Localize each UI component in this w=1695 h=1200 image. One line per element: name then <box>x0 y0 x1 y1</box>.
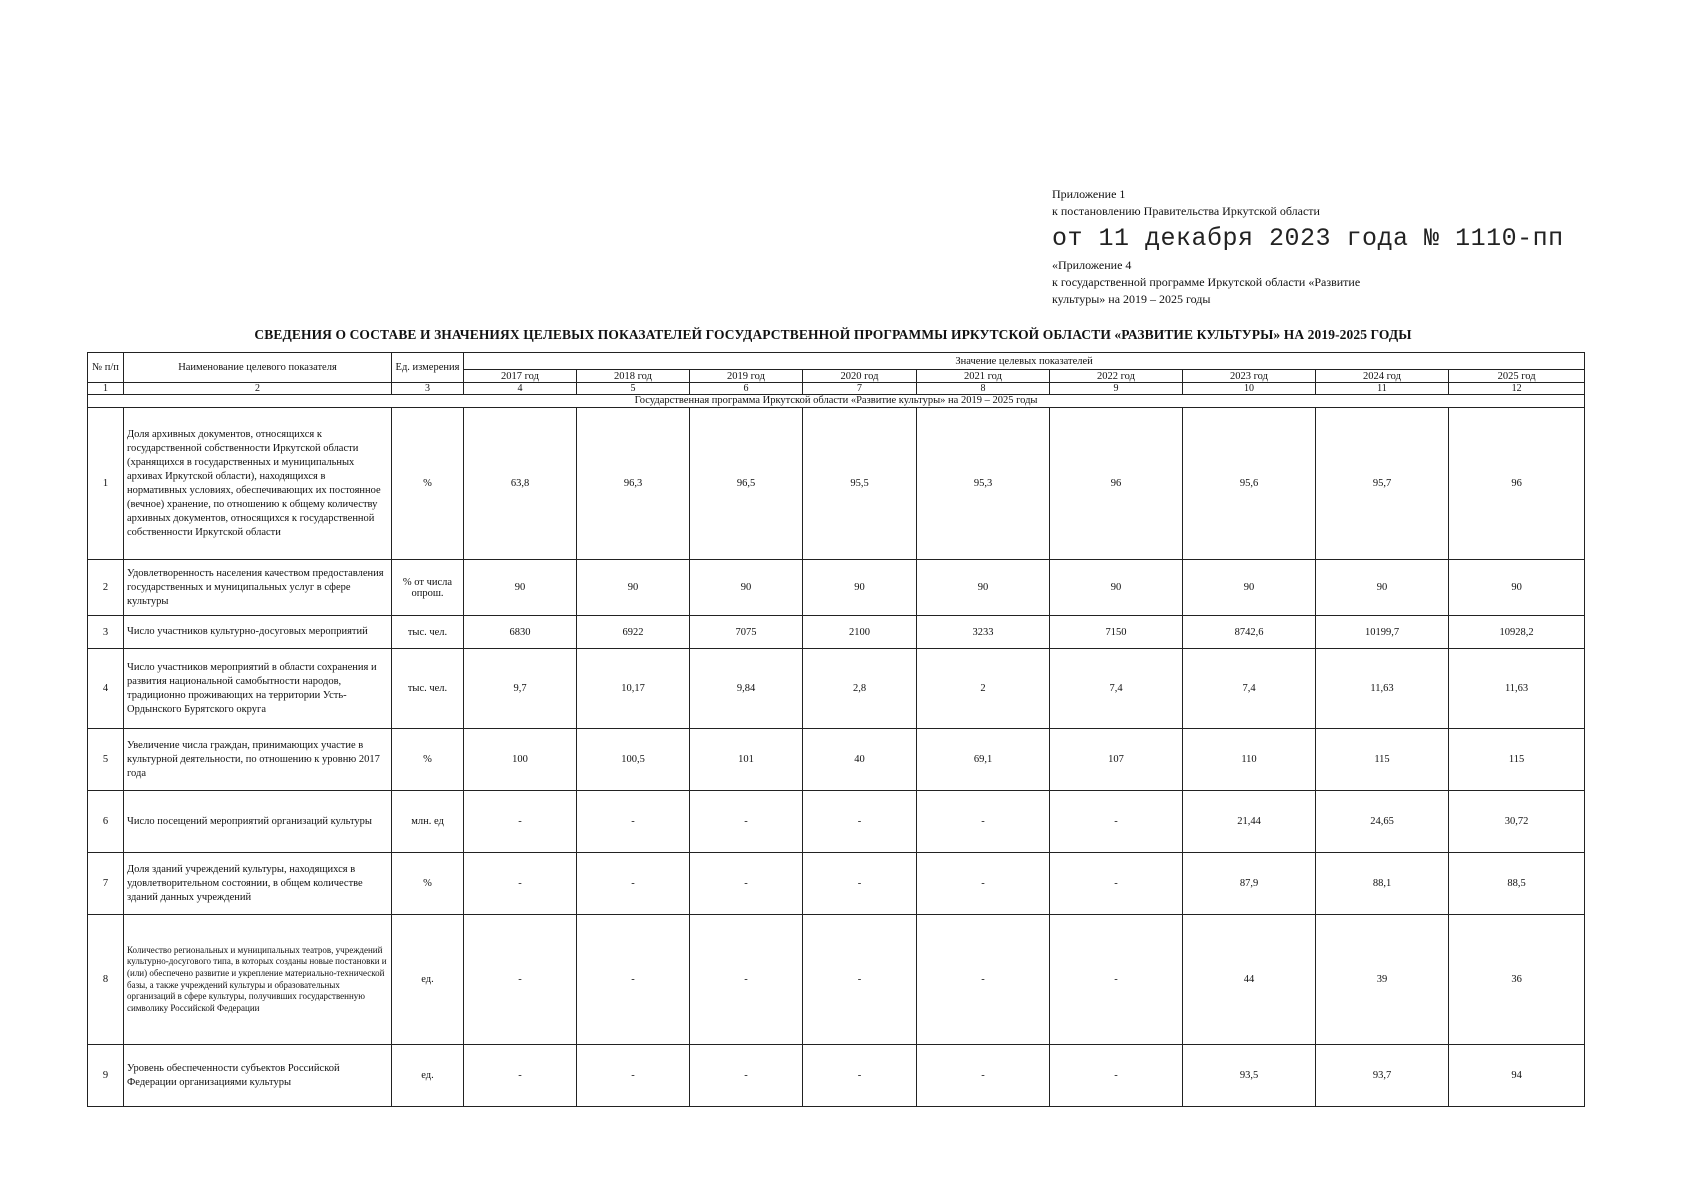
column-number: 10 <box>1183 383 1316 395</box>
value-cell: 24,65 <box>1316 791 1449 853</box>
value-cell: 115 <box>1449 729 1585 791</box>
value-cell: 90 <box>577 560 690 616</box>
value-cell: - <box>1050 791 1183 853</box>
value-cell: - <box>464 791 577 853</box>
indicator-name: Доля архивных документов, относящихся к государственной собственности Иркутской области (хранящихся в государственных и муниципальных архивах Иркутской области), находящихся в нормативных условиях, обеспечивающих их постоянное (вечное) хранение, по отношению к общему количеству архивных документов, относящихся к государственной собственности Иркутской области <box>124 408 392 560</box>
value-cell: 39 <box>1316 915 1449 1045</box>
row-number: 6 <box>88 791 124 853</box>
value-cell: 90 <box>1316 560 1449 616</box>
header-name: Наименование целевого показателя <box>124 353 392 383</box>
column-number: 9 <box>1050 383 1183 395</box>
appendix-line-4: «Приложение 4 <box>1052 258 1132 272</box>
value-cell: 94 <box>1449 1045 1585 1107</box>
value-cell: 2,8 <box>803 649 917 729</box>
value-cell: 6830 <box>464 616 577 649</box>
value-cell: 107 <box>1050 729 1183 791</box>
header-year: 2025 год <box>1449 370 1585 383</box>
value-cell: - <box>464 853 577 915</box>
value-cell: - <box>803 1045 917 1107</box>
value-cell: 96 <box>1449 408 1585 560</box>
indicator-name: Уровень обеспеченности субъектов Российской Федерации организациями культуры <box>124 1045 392 1107</box>
table-row <box>88 853 1585 915</box>
section-row <box>88 395 1585 408</box>
value-cell: - <box>690 791 803 853</box>
indicator-unit: ед. <box>392 1045 464 1107</box>
value-cell: 9,84 <box>690 649 803 729</box>
value-cell: 7,4 <box>1183 649 1316 729</box>
indicator-name: Увеличение числа граждан, принимающих участие в культурной деятельности, по отношению к уровню 2017 года <box>124 729 392 791</box>
value-cell: 100 <box>464 729 577 791</box>
value-cell: - <box>690 1045 803 1107</box>
value-cell: 36 <box>1449 915 1585 1045</box>
value-cell: - <box>577 791 690 853</box>
header-year: 2020 год <box>803 370 917 383</box>
table-row <box>88 616 1585 649</box>
value-cell: 9,7 <box>464 649 577 729</box>
indicator-unit: млн. ед <box>392 791 464 853</box>
value-cell: 95,3 <box>917 408 1050 560</box>
decree-date-number: от 11 декабря 2023 года № 1110-пп <box>1052 224 1564 253</box>
value-cell: 63,8 <box>464 408 577 560</box>
value-cell: 10,17 <box>577 649 690 729</box>
document-title: СВЕДЕНИЯ О СОСТАВЕ И ЗНАЧЕНИЯХ ЦЕЛЕВЫХ ПОКАЗАТЕЛЕЙ ГОСУДАРСТВЕННОЙ ПРОГРАММЫ ИРКУТСКОЙ ОБЛАСТИ «РАЗВИТИЕ КУЛЬТУРЫ» НА 2019-2025 ГОДЫ <box>254 327 1412 342</box>
table-row <box>88 1045 1585 1107</box>
column-number: 2 <box>124 383 392 395</box>
value-cell: - <box>577 853 690 915</box>
value-cell: 90 <box>1183 560 1316 616</box>
value-cell: - <box>917 853 1050 915</box>
table-row <box>88 408 1585 560</box>
indicator-name: Количество региональных и муниципальных театров, учреждений культурно-досугового типа, в которых созданы новые постановки и (или) обеспечено развитие и укрепление материально-технической базы, а также учреждений культуры и образовательных организаций в сфере культуры, получивших государственную символику Российской Федерации <box>124 915 392 1045</box>
value-cell: 7,4 <box>1050 649 1183 729</box>
value-cell: - <box>803 915 917 1045</box>
column-number: 12 <box>1449 383 1585 395</box>
table-row <box>88 915 1585 1045</box>
value-cell: 10199,7 <box>1316 616 1449 649</box>
value-cell: 96,3 <box>577 408 690 560</box>
value-cell: - <box>1050 853 1183 915</box>
column-number: 6 <box>690 383 803 395</box>
column-number: 5 <box>577 383 690 395</box>
value-cell: 95,5 <box>803 408 917 560</box>
header-year: 2018 год <box>577 370 690 383</box>
header-year: 2023 год <box>1183 370 1316 383</box>
indicator-unit: тыс. чел. <box>392 649 464 729</box>
value-cell: 101 <box>690 729 803 791</box>
value-cell: - <box>1050 1045 1183 1107</box>
column-number: 8 <box>917 383 1050 395</box>
value-cell: 6922 <box>577 616 690 649</box>
column-number: 3 <box>392 383 464 395</box>
appendix-line-5: к государственной программе Иркутской области «Развитие <box>1052 275 1361 289</box>
value-cell: 11,63 <box>1449 649 1585 729</box>
row-number: 8 <box>88 915 124 1045</box>
appendix-line-1: Приложение 1 <box>1052 187 1126 201</box>
value-cell: 115 <box>1316 729 1449 791</box>
header-year: 2022 год <box>1050 370 1183 383</box>
value-cell: - <box>917 791 1050 853</box>
indicator-unit: % <box>392 853 464 915</box>
value-cell: 95,6 <box>1183 408 1316 560</box>
value-cell: 87,9 <box>1183 853 1316 915</box>
table-row <box>88 729 1585 791</box>
header-year: 2024 год <box>1316 370 1449 383</box>
value-cell: - <box>464 1045 577 1107</box>
value-cell: 96 <box>1050 408 1183 560</box>
table-row <box>88 791 1585 853</box>
column-number: 7 <box>803 383 917 395</box>
indicator-name: Число участников культурно-досуговых мероприятий <box>124 616 392 649</box>
column-number: 4 <box>464 383 577 395</box>
row-number: 2 <box>88 560 124 616</box>
indicator-name: Число посещений мероприятий организаций культуры <box>124 791 392 853</box>
value-cell: 44 <box>1183 915 1316 1045</box>
section-title: Государственная программа Иркутской области «Развитие культуры» на 2019 – 2025 годы <box>88 395 1585 408</box>
indicator-name: Доля зданий учреждений культуры, находящихся в удовлетворительном состоянии, в общем количестве зданий данных учреждений <box>124 853 392 915</box>
value-cell: 96,5 <box>690 408 803 560</box>
header-row-1 <box>88 353 1585 370</box>
value-cell: - <box>577 1045 690 1107</box>
value-cell: 90 <box>690 560 803 616</box>
row-number: 4 <box>88 649 124 729</box>
value-cell: 2100 <box>803 616 917 649</box>
value-cell: - <box>1050 915 1183 1045</box>
indicator-name: Число участников мероприятий в области сохранения и развития национальной самобытности народов, традиционно проживающих на территории Усть-Ордынского Бурятского округа <box>124 649 392 729</box>
header-num: № п/п <box>88 353 124 383</box>
row-number: 7 <box>88 853 124 915</box>
value-cell: 8742,6 <box>1183 616 1316 649</box>
value-cell: - <box>464 915 577 1045</box>
table-row <box>88 649 1585 729</box>
value-cell: 88,5 <box>1449 853 1585 915</box>
value-cell: 7075 <box>690 616 803 649</box>
header-unit: Ед. измерения <box>392 353 464 383</box>
indicator-unit: % от числа опрош. <box>392 560 464 616</box>
header-year: 2021 год <box>917 370 1050 383</box>
header-year: 2019 год <box>690 370 803 383</box>
header-values-group: Значение целевых показателей <box>464 353 1585 370</box>
value-cell: 90 <box>1050 560 1183 616</box>
appendix-line-6: культуры» на 2019 – 2025 годы <box>1052 292 1211 306</box>
value-cell: 88,1 <box>1316 853 1449 915</box>
row-number: 9 <box>88 1045 124 1107</box>
indicator-unit: % <box>392 408 464 560</box>
value-cell: 90 <box>1449 560 1585 616</box>
row-number: 3 <box>88 616 124 649</box>
value-cell: 40 <box>803 729 917 791</box>
column-number: 1 <box>88 383 124 395</box>
value-cell: 69,1 <box>917 729 1050 791</box>
value-cell: 2 <box>917 649 1050 729</box>
value-cell: 90 <box>917 560 1050 616</box>
value-cell: 90 <box>803 560 917 616</box>
value-cell: - <box>803 853 917 915</box>
value-cell: - <box>690 915 803 1045</box>
indicator-name: Удовлетворенность населения качеством предоставления государственных и муниципальных услуг в сфере культуры <box>124 560 392 616</box>
header-year: 2017 год <box>464 370 577 383</box>
appendix-header <box>1052 186 1612 308</box>
value-cell: 100,5 <box>577 729 690 791</box>
value-cell: 93,5 <box>1183 1045 1316 1107</box>
table-row <box>88 560 1585 616</box>
row-number: 5 <box>88 729 124 791</box>
row-number: 1 <box>88 408 124 560</box>
value-cell: - <box>917 1045 1050 1107</box>
indicators-table <box>87 352 1585 1107</box>
value-cell: 30,72 <box>1449 791 1585 853</box>
appendix-line-2: к постановлению Правительства Иркутской области <box>1052 204 1320 218</box>
indicator-unit: ед. <box>392 915 464 1045</box>
value-cell: 93,7 <box>1316 1045 1449 1107</box>
value-cell: 90 <box>464 560 577 616</box>
value-cell: 10928,2 <box>1449 616 1585 649</box>
indicator-unit: % <box>392 729 464 791</box>
value-cell: - <box>803 791 917 853</box>
value-cell: 7150 <box>1050 616 1183 649</box>
column-number-row <box>88 383 1585 395</box>
value-cell: 3233 <box>917 616 1050 649</box>
value-cell: 110 <box>1183 729 1316 791</box>
value-cell: 11,63 <box>1316 649 1449 729</box>
value-cell: - <box>917 915 1050 1045</box>
indicator-unit: тыс. чел. <box>392 616 464 649</box>
value-cell: - <box>577 915 690 1045</box>
column-number: 11 <box>1316 383 1449 395</box>
value-cell: 21,44 <box>1183 791 1316 853</box>
value-cell: 95,7 <box>1316 408 1449 560</box>
value-cell: - <box>690 853 803 915</box>
